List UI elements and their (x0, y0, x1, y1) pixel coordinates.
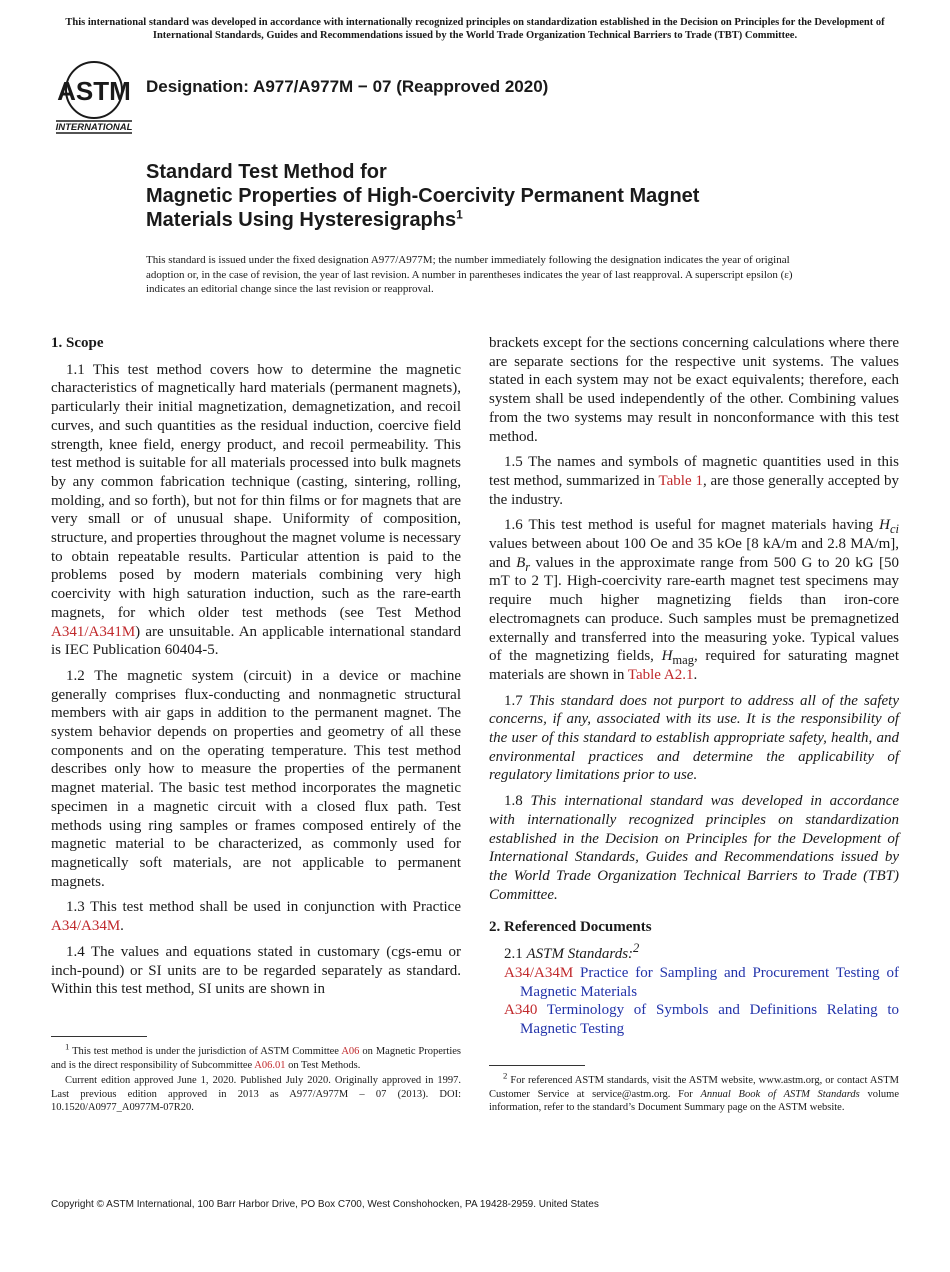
designation: Designation: A977/A977M − 07 (Reapproved 2020) (146, 77, 549, 96)
p1-6-text-e: . (693, 666, 698, 683)
p1-6-text-b: values between about 100 Oe and 35 kOe [8 kA/m and 2.8 MA/m], and (489, 536, 899, 571)
link-a34[interactable]: A34/A34M (51, 918, 121, 935)
p1-7-number: 1.7 (504, 692, 529, 709)
footnote-2 (489, 1070, 900, 1117)
footnote-2-text (489, 1070, 900, 1115)
paragraph-1-4-continued: brackets except for the sections concerning calculations where there are separate sections for the respective unit systems. The values stated in each system may not be exact equivalents; therefore, each system shall be used independently of the other. Combining values from the two systems may result in nonconformance with this test method. (489, 335, 899, 445)
scope-heading: 1. Scope (51, 335, 104, 351)
reference-code[interactable]: A340 (504, 1002, 538, 1019)
fn1-text-b: on Magnetic Properties and is the direct responsibility of Subcommittee (51, 1046, 462, 1071)
symbol-hmag: H (661, 648, 673, 665)
fn2-text-a: For referenced ASTM standards, visit the ASTM website, www.astm.org, or contact ASTM Customer Service at service@astm.org. For (489, 1075, 900, 1100)
paragraph-1-5 (489, 453, 899, 509)
link-table-1[interactable]: Table 1 (658, 472, 703, 489)
reference-title[interactable]: Terminology of Symbols and Definitions Relating to Magnetic Testing (520, 1002, 900, 1037)
p1-5-text-a: 1.5 The names and symbols of magnetic quantities used in this test method, summarized in (489, 454, 899, 489)
reference-title[interactable]: Practice for Sampling and Procurement Testing of Magnetic Materials (520, 964, 900, 1000)
symbol-mag: mag (672, 653, 694, 668)
p1-6-text-d: , required for saturating magnet materials are shown in (489, 648, 899, 683)
copyright-line: Copyright © ASTM International, 100 Barr Harbor Drive, PO Box C700, West Conshohocken, PA 19428-2959. United States (51, 1199, 599, 1210)
title-line-3 (146, 208, 846, 232)
right-column (489, 334, 899, 1039)
paragraph-1-4: 1.4 The values and equations stated in customary (cgs-emu or inch-pound) or SI units are to be regarded separately as standard. Within this test method, SI units are shown in (51, 943, 461, 998)
left-column (51, 334, 461, 1006)
title-line-3-text: Materials Using Hysteresigraphs (146, 209, 457, 231)
symbol-r: r (525, 559, 531, 574)
footnote-1-edition: Current edition approved June 1, 2020. Published July 2020. Originally approved in 1997. Last previous edition approved in 2013 as A977/A977M – 07 (2013). DOI: 10.1520/A0977_A0977M-07R20. (51, 1075, 461, 1113)
footnote-1 (51, 1041, 462, 1117)
logo-mark-text: ASTM (57, 76, 131, 106)
fn2-text-b: volume information, refer to the standard’s Document Summary page on the ASTM website. (489, 1088, 899, 1113)
p1-8-text: This international standard was developed in accordance with internationally recognized principles on standardization established in the Decision on Principles for the Development of International Standards, Guides and Recommendations issued by the World Trade Organization Technical Barriers to Trade (TBT) Committee. (489, 793, 900, 903)
link-a06[interactable]: A06 (341, 1046, 360, 1057)
title-line-2: Magnetic Properties of High-Coercivity Permanent Magnet (146, 185, 700, 207)
paragraph-1-1 (51, 361, 461, 660)
footnote-1-mark: 1 (65, 1041, 70, 1052)
p1-1-text-b: ) are unsuitable. An applicable international standard is IEC Publication 60404-5. (51, 623, 461, 659)
paragraph-2-1 (489, 941, 899, 964)
p2-1-text: ASTM Standards: (526, 946, 634, 963)
issued-note: This standard is issued under the fixed designation A977/A977M; the number immediately following the designation indicates the year of original adoption or, in the case of revision, the year of last revision. A number in parentheses indicates the year of last reapproval. A superscript epsilon (ε) indicates an editorial change since the last revision or reapproval. (146, 254, 793, 295)
paragraph-1-7 (489, 692, 899, 786)
logo-subtext: INTERNATIONAL (55, 122, 133, 133)
symbol-ci: ci (889, 522, 899, 537)
link-table-a2-1[interactable]: Table A2.1 (627, 666, 694, 683)
reference-code[interactable]: A34/A34M (504, 964, 574, 981)
footnote-rule-left (51, 1036, 147, 1037)
title-line-1: Standard Test Method for (146, 161, 387, 183)
trade-notice: This international standard was developed in accordance with internationally recognized principles on standardization established in the Decision on Principles for the Development of International Standards, Guides and Recommendations issued by the World Trade Organization Technical Barriers to Trade (TBT) Committee. (65, 17, 885, 41)
fn2-annual-book: Annual Book of ASTM Standards (700, 1088, 860, 1100)
reference-item[interactable] (489, 964, 899, 1001)
p1-1-text-a: 1.1 This test method covers how to determine the magnetic characteristics of magnetically hard materials (permanent magnets), particularly their initial magnetization, demagnetization, and recoil curves, and such quantities as the residual induction, coercive field strength, knee field, energy product, and recoil permeability. This test method is suitable for all materials processed into bulk magnets by any common fabrication technique (casting, sintering, rolling, molding, and so forth), but not for thin films or for magnets that are very small or of unusual shape. Uniformity of composition, structure, and properties throughout the magnet volume is necessary to obtain repeatable results. Particular attention is paid to the problems posed by modern materials combining very high coercivity with high saturation induction, such as the rare-earth magnets, for which older test methods (see Test Method (51, 361, 461, 621)
fn1-text-c: on Test Methods. (285, 1059, 361, 1071)
paragraph-1-3 (51, 898, 461, 935)
reference-item[interactable] (489, 1001, 899, 1038)
link-a06-01[interactable]: A06.01 (254, 1059, 286, 1071)
fn1-text-a: This test method is under the jurisdiction of ASTM Committee (72, 1046, 342, 1057)
p1-7-text: This standard does not purport to address all of the safety concerns, if any, associated with its use. It is the responsibility of the user of this standard to establish appropriate safety, health, and environmental practices and determine the applicability of regulatory limitations prior to use. (489, 692, 899, 784)
title-footnote-mark: 1 (456, 207, 463, 222)
paragraph-1-6 (489, 516, 899, 684)
link-a341[interactable]: A341/A341M (51, 623, 136, 640)
p1-8-number: 1.8 (504, 793, 531, 810)
footnote-1-text (51, 1041, 462, 1072)
symbol-h: H (879, 517, 890, 534)
paragraph-1-2: 1.2 The magnetic system (circuit) in a device or machine generally comprises flux-conducting and nonmagnetic structural members with air gaps in addition to the permanent magnet. The system behavior depends on properties and geometry of all these components and on the operating temperature. This test method describes only how to measure the properties of the permanent magnet material. The basic test method incorporates the magnetic specimen in a magnetic circuit with a closed flux path. Test methods using ring samples or frames composed entirely of the magnetic material to be characterized, as commonly used for magnetically soft materials, are not applicable to permanent magnets. (51, 667, 461, 890)
referenced-documents-heading: 2. Referenced Documents (489, 919, 652, 936)
p1-6-text-c: values in the approximate range from 500 G to 20 kG [50 mT to 2 T]. High-coercivity rare-earth magnet test specimens may require much higher magnetizing fields than iron-core electromagnets can produce. Such samples must be premagnetized externally and transferred into the measuring yoke. Typical values of the magnetizing fields, (489, 554, 899, 665)
document-title (146, 160, 846, 232)
p1-3-text-b: . (120, 918, 124, 935)
paragraph-1-8 (489, 792, 899, 904)
p2-1-footnote-mark: 2 (633, 941, 640, 956)
p2-1-number: 2.1 (504, 946, 527, 963)
p1-3-text-a: 1.3 This test method shall be used in conjunction with Practice (66, 899, 461, 916)
footnote-rule-right (489, 1065, 585, 1066)
astm-logo (52, 58, 136, 134)
footnote-2-mark: 2 (503, 1070, 508, 1081)
symbol-b: B (516, 554, 526, 571)
p1-6-text-a: 1.6 This test method is useful for magnet materials having (504, 517, 880, 534)
p1-5-text-b: , are those generally accepted by the industry. (489, 472, 899, 508)
